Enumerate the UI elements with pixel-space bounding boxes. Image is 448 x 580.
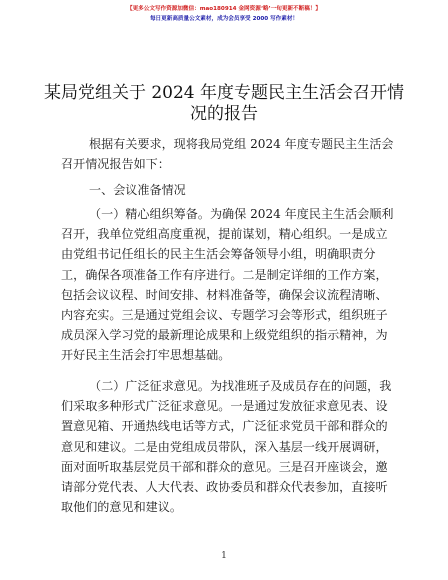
title-line: 况的报告 <box>190 104 258 124</box>
paragraph-line: 意见和建议。二是由党组成员带队，深入基层一线开展调研， <box>61 439 388 454</box>
promo-banner-line-1: 【更多公文写作资源加微信：mao180914 金网资源‘略’一旬更新不断稿！】 <box>126 6 322 12</box>
paragraph-line: 召开，我单位党组高度重视，提前谋划，精心组织。一是成立 <box>61 227 388 242</box>
page-number: 1 <box>221 551 227 561</box>
planning-paragraph <box>61 204 394 366</box>
paragraph-line: 置意见箱、开通热线电话等方式，广泛征求党员干部和群众的 <box>61 419 388 434</box>
opinions-paragraph <box>61 376 391 517</box>
paragraph-line: （二）广泛征求意见。为找准班子及成员存在的问题，我 <box>89 379 392 393</box>
section-heading-text: 一、会议准备情况 <box>89 183 186 197</box>
paragraph-line: 们采取多种形式广泛征求意见。一是通过发放征求意见表、设 <box>61 399 388 414</box>
title-line: 某局党组关于 2024 年度专题民主生活会召开情 <box>43 83 405 103</box>
promo-banner-line-2: 每日更新高质量公文素材，成为会员享受 2000 写作素材！ <box>149 16 299 22</box>
paragraph-line: 召开情况报告如下： <box>61 157 170 172</box>
document-title <box>40 83 408 125</box>
paragraph-line: 根据有关要求，现将我局党组 2024 年度专题民主生活会 <box>89 137 394 151</box>
paragraph-line: 取他们的意见和建议。 <box>61 500 182 515</box>
paragraph-line: 包括会议议程、时间安排、材料准备等，确保会议流程清晰、 <box>61 287 388 302</box>
paragraph-line: （一）精心组织筹备。为确保 2024 年度民主生活会顺利 <box>89 207 394 221</box>
paragraph-line: 成员深入学习党的最新理论成果和上级党组织的指示精神，为 <box>61 328 388 343</box>
paragraph-line: 请部分党代表、人大代表、政协委员和群众代表参加，直接听 <box>61 479 388 494</box>
paragraph-line: 由党组书记任组长的民主生活会筹备领导小组，明确职责分 <box>61 247 376 262</box>
paragraph-line: 开好民主生活会打牢思想基础。 <box>61 348 231 363</box>
paragraph-line: 内容充实。三是通过党组会议、专题学习会等形式，组织班子 <box>61 307 388 322</box>
section-heading <box>61 180 391 200</box>
intro-paragraph <box>61 134 394 174</box>
paragraph-line: 面对面听取基层党员干部和群众的意见。三是召开座谈会，邀 <box>61 459 388 474</box>
paragraph-line: 工，确保各项准备工作有序进行。二是制定详细的工作方案， <box>61 267 388 282</box>
